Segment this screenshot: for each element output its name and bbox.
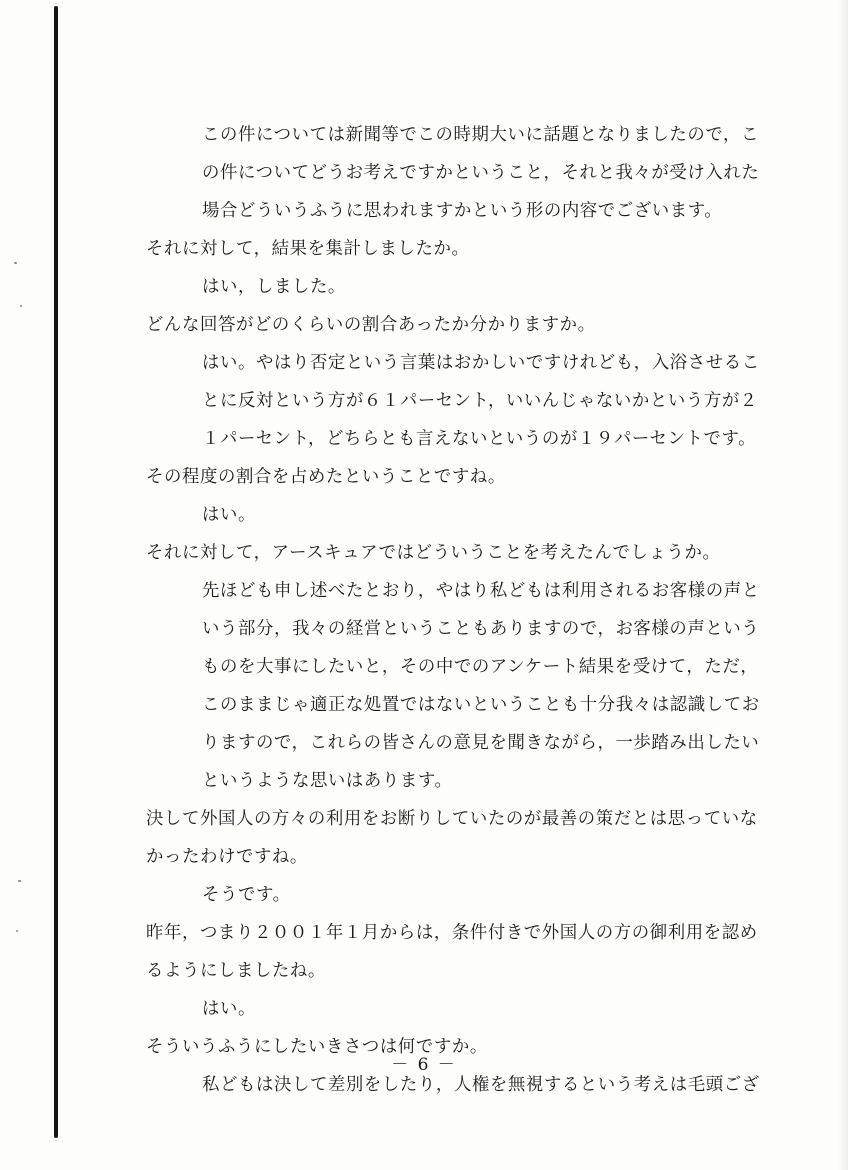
transcript-line: このままじゃ適正な処置ではないということも十分我々は認識してお: [202, 695, 760, 715]
transcript-line: そうです。: [202, 885, 291, 905]
transcript-line: 私どもは決して差別をしたり，人権を無視するという考えは毛頭ござ: [202, 1075, 760, 1095]
transcript-line: それに対して，結果を集計しましたか。: [146, 239, 470, 259]
transcript-line: そういうふうにしたいきさつは何ですか。: [146, 1037, 488, 1057]
transcript-line: いう部分，我々の経営ということもありますので，お客様の声という: [202, 619, 760, 639]
transcript-line: はい，しました。: [202, 277, 346, 297]
transcript-line: どんな回答がどのくらいの割合あったか分かりますか。: [146, 315, 596, 335]
transcript-line: というような思いはあります。: [202, 771, 453, 791]
page-number: － 6 －: [391, 1055, 457, 1075]
transcript-line: １パーセント，どちらとも言えないというのが１９パーセントです。: [202, 429, 757, 449]
transcript-line: りますので，これらの皆さんの意見を聞きながら，一歩踏み出したい: [202, 733, 760, 753]
transcript-line: はい。やはり否定という言葉はおかしいですけれども，入浴させるこ: [202, 353, 760, 373]
transcript-line: その程度の割合を占めたということですね。: [146, 467, 506, 487]
transcript-line: はい。: [202, 505, 256, 525]
transcript-line: この件については新聞等でこの時期大いに話題となりましたので，こ: [202, 125, 760, 145]
scan-speck: [18, 880, 21, 882]
transcript-line: ものを大事にしたいと，その中でのアンケート結果を受けて，ただ，: [202, 657, 759, 677]
transcript-line: とに反対という方が６１パーセント，いいんじゃないかという方が２: [202, 391, 758, 411]
scan-speck: [14, 262, 17, 264]
transcript-line: それに対して，アースキュアではどういうことを考えたんでしょうか。: [146, 543, 721, 563]
transcript-line: 決して外国人の方々の利用をお断りしていたのが最善の策だとは思っていな: [146, 809, 758, 829]
transcript-line: はい。: [202, 999, 256, 1019]
scan-speck: [20, 305, 22, 307]
transcript-line: るようにしましたね。: [146, 961, 326, 981]
transcript-line: の件についてどうお考えですかということ，それと我々が受け入れた: [202, 163, 760, 183]
transcript-line: 昨年，つまり２００１年１月からは，条件付きで外国人の方の御利用を認め: [146, 923, 758, 943]
transcript-line: 先ほども申し述べたとおり，やはり私どもは利用されるお客様の声と: [202, 581, 760, 601]
scan-edge-shadow: [838, 0, 848, 1170]
scan-speck: [16, 930, 18, 932]
transcript-line: 場合どういうふうに思われますかという形の内容でございます。: [202, 201, 723, 221]
transcript-line: かったわけですね。: [146, 847, 308, 867]
binding-margin-line: [54, 6, 58, 1138]
